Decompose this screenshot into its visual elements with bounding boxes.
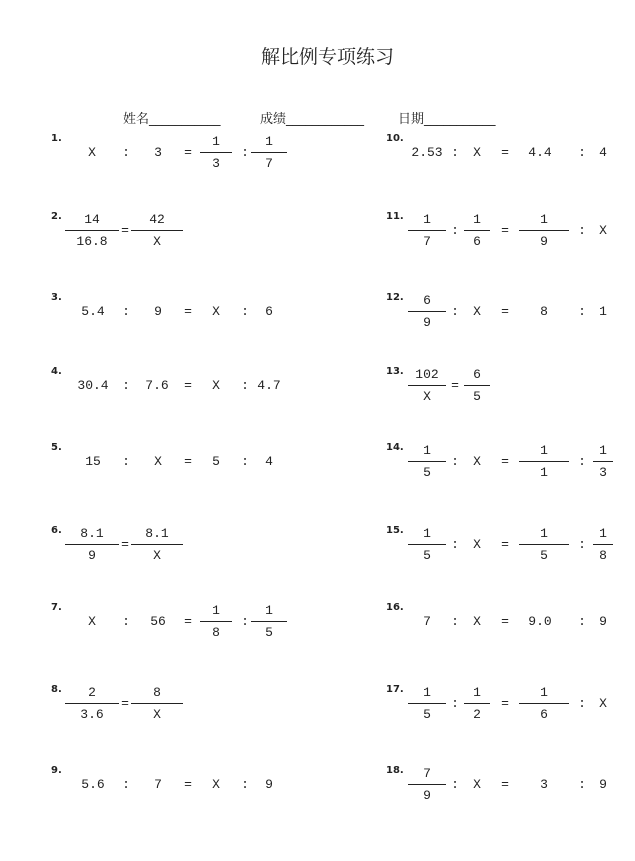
fraction-numerator: 102	[415, 367, 439, 382]
fraction-denominator: 5	[473, 389, 481, 404]
equation-token: =	[501, 454, 509, 469]
page-title: 解比例专项练习	[260, 46, 394, 68]
equation-token: 30.4	[77, 378, 109, 393]
equation-token: X	[473, 777, 481, 792]
fraction-numerator: 1	[423, 526, 431, 541]
equation-token: 3	[154, 145, 162, 160]
equation-token: 9	[599, 614, 607, 629]
equation-token: 6	[265, 304, 273, 319]
problem-number: 7.	[51, 602, 62, 613]
equation-token: =	[121, 537, 129, 552]
equation-token: 15	[85, 454, 101, 469]
equation-token: 9.0	[528, 614, 552, 629]
fraction-denominator: 8	[599, 548, 607, 563]
fraction-denominator: 3.6	[80, 707, 104, 722]
equation-token: 9	[599, 777, 607, 792]
fraction-denominator: 7	[265, 156, 273, 171]
problem-number: 13.	[386, 366, 404, 377]
equation-token: =	[451, 378, 459, 393]
equation-token: 9	[154, 304, 162, 319]
equation-token: X	[599, 696, 607, 711]
fraction-numerator: 1	[265, 134, 273, 149]
equation-token: :	[122, 378, 130, 393]
equation-token: :	[122, 304, 130, 319]
fraction-denominator: 5	[423, 465, 431, 480]
equation-token: X	[212, 378, 220, 393]
fraction-numerator: 1	[423, 685, 431, 700]
equation-token: =	[184, 777, 192, 792]
equation-token: =	[121, 696, 129, 711]
equation-token: :	[578, 696, 586, 711]
fraction-numerator: 8.1	[80, 526, 104, 541]
equation-token: :	[451, 696, 459, 711]
fraction-numerator: 1	[540, 212, 548, 227]
equation-token: :	[451, 537, 459, 552]
fraction-denominator: 9	[423, 788, 431, 803]
equation-token: =	[184, 378, 192, 393]
equation-token: :	[451, 304, 459, 319]
equation-token: :	[122, 777, 130, 792]
fraction-numerator: 1	[540, 685, 548, 700]
equation-token: :	[241, 777, 249, 792]
equation-token: =	[121, 223, 129, 238]
fraction-bar	[131, 230, 183, 231]
fraction-denominator: 5	[423, 548, 431, 563]
equation-token: X	[154, 454, 162, 469]
problem-number: 12.	[386, 292, 404, 303]
equation-token: X	[473, 537, 481, 552]
problem-number: 15.	[386, 525, 404, 536]
equation-token: X	[212, 777, 220, 792]
fraction-denominator: 3	[599, 465, 607, 480]
equation-token: =	[184, 304, 192, 319]
problem-number: 10.	[386, 133, 404, 144]
fraction-denominator: 5	[540, 548, 548, 563]
equation-token: :	[241, 454, 249, 469]
name-field-label: 姓名___________	[123, 112, 221, 127]
fraction-denominator: X	[153, 707, 161, 722]
equation-token: :	[578, 614, 586, 629]
fraction-denominator: 9	[88, 548, 96, 563]
equation-token: :	[578, 537, 586, 552]
equation-token: :	[241, 304, 249, 319]
fraction-bar	[131, 703, 183, 704]
equation-token: 1	[599, 304, 607, 319]
fraction-denominator: X	[423, 389, 431, 404]
problem-number: 16.	[386, 602, 404, 613]
fraction-denominator: 1	[540, 465, 548, 480]
equation-token: =	[501, 614, 509, 629]
equation-token: :	[122, 145, 130, 160]
equation-token: :	[451, 223, 459, 238]
equation-token: :	[241, 614, 249, 629]
equation-token: X	[88, 614, 96, 629]
date-field-label: 日期___________	[398, 112, 496, 127]
fraction-numerator: 1	[423, 443, 431, 458]
fraction-numerator: 1	[599, 526, 607, 541]
equation-token: =	[501, 304, 509, 319]
equation-token: =	[501, 537, 509, 552]
problem-number: 2.	[51, 211, 62, 222]
fraction-numerator: 6	[473, 367, 481, 382]
equation-token: X	[473, 454, 481, 469]
equation-token: 5.6	[81, 777, 105, 792]
equation-token: X	[473, 614, 481, 629]
fraction-numerator: 1	[540, 443, 548, 458]
equation-token: :	[451, 454, 459, 469]
equation-token: :	[578, 223, 586, 238]
fraction-numerator: 1	[212, 603, 220, 618]
equation-token: X	[599, 223, 607, 238]
problem-number: 3.	[51, 292, 62, 303]
equation-token: 3	[540, 777, 548, 792]
equation-token: X	[212, 304, 220, 319]
fraction-denominator: 8	[212, 625, 220, 640]
fraction-bar	[593, 544, 613, 545]
equation-token: :	[451, 145, 459, 160]
fraction-denominator: 16.8	[76, 234, 108, 249]
fraction-denominator: 3	[212, 156, 220, 171]
equation-token: 4.7	[257, 378, 281, 393]
fraction-numerator: 42	[149, 212, 165, 227]
fraction-numerator: 1	[212, 134, 220, 149]
equation-token: =	[501, 696, 509, 711]
fraction-numerator: 1	[540, 526, 548, 541]
equation-token: 9	[265, 777, 273, 792]
equation-token: 4.4	[528, 145, 552, 160]
fraction-bar	[593, 461, 613, 462]
problem-number: 17.	[386, 684, 404, 695]
equation-token: X	[88, 145, 96, 160]
fraction-denominator: 9	[540, 234, 548, 249]
fraction-denominator: 5	[265, 625, 273, 640]
fraction-numerator: 1	[473, 685, 481, 700]
fraction-bar	[251, 621, 287, 622]
problem-number: 8.	[51, 684, 62, 695]
problem-number: 6.	[51, 525, 62, 536]
fraction-denominator: 6	[540, 707, 548, 722]
equation-token: :	[451, 614, 459, 629]
equation-token: 2.53	[411, 145, 443, 160]
equation-token: 8	[540, 304, 548, 319]
equation-token: =	[501, 223, 509, 238]
equation-token: :	[241, 378, 249, 393]
equation-token: 7	[154, 777, 162, 792]
equation-token: :	[578, 454, 586, 469]
equation-token: =	[184, 614, 192, 629]
equation-token: =	[184, 454, 192, 469]
equation-token: 7.6	[145, 378, 169, 393]
equation-token: 4	[599, 145, 607, 160]
equation-token: X	[473, 304, 481, 319]
equation-token: 5.4	[81, 304, 105, 319]
equation-token: 5	[212, 454, 220, 469]
problem-number: 4.	[51, 366, 62, 377]
problem-number: 14.	[386, 442, 404, 453]
equation-token: 4	[265, 454, 273, 469]
fraction-numerator: 14	[84, 212, 100, 227]
problem-number: 1.	[51, 133, 62, 144]
fraction-denominator: 5	[423, 707, 431, 722]
equation-token: 7	[423, 614, 431, 629]
equation-token: =	[501, 777, 509, 792]
fraction-numerator: 7	[423, 766, 431, 781]
equation-token: X	[473, 145, 481, 160]
fraction-bar	[464, 385, 490, 386]
fraction-denominator: X	[153, 234, 161, 249]
equation-token: :	[451, 777, 459, 792]
equation-token: :	[578, 777, 586, 792]
fraction-numerator: 2	[88, 685, 96, 700]
fraction-numerator: 8	[153, 685, 161, 700]
fraction-numerator: 6	[423, 293, 431, 308]
equation-token: :	[241, 145, 249, 160]
equation-token: 56	[150, 614, 166, 629]
equation-token: =	[184, 145, 192, 160]
fraction-bar	[131, 544, 183, 545]
score-field-label: 成绩____________	[260, 112, 365, 127]
equation-token: =	[501, 145, 509, 160]
fraction-denominator: 2	[473, 707, 481, 722]
equation-token: :	[578, 304, 586, 319]
problem-number: 5.	[51, 442, 62, 453]
fraction-bar	[251, 152, 287, 153]
fraction-numerator: 1	[423, 212, 431, 227]
fraction-denominator: 7	[423, 234, 431, 249]
fraction-numerator: 1	[265, 603, 273, 618]
fraction-numerator: 1	[473, 212, 481, 227]
fraction-denominator: 9	[423, 315, 431, 330]
problem-number: 9.	[51, 765, 62, 776]
problem-number: 18.	[386, 765, 404, 776]
problem-number: 11.	[386, 211, 404, 222]
equation-token: :	[122, 614, 130, 629]
equation-token: :	[578, 145, 586, 160]
fraction-denominator: X	[153, 548, 161, 563]
fraction-denominator: 6	[473, 234, 481, 249]
fraction-numerator: 8.1	[145, 526, 169, 541]
equation-token: :	[122, 454, 130, 469]
fraction-numerator: 1	[599, 443, 607, 458]
